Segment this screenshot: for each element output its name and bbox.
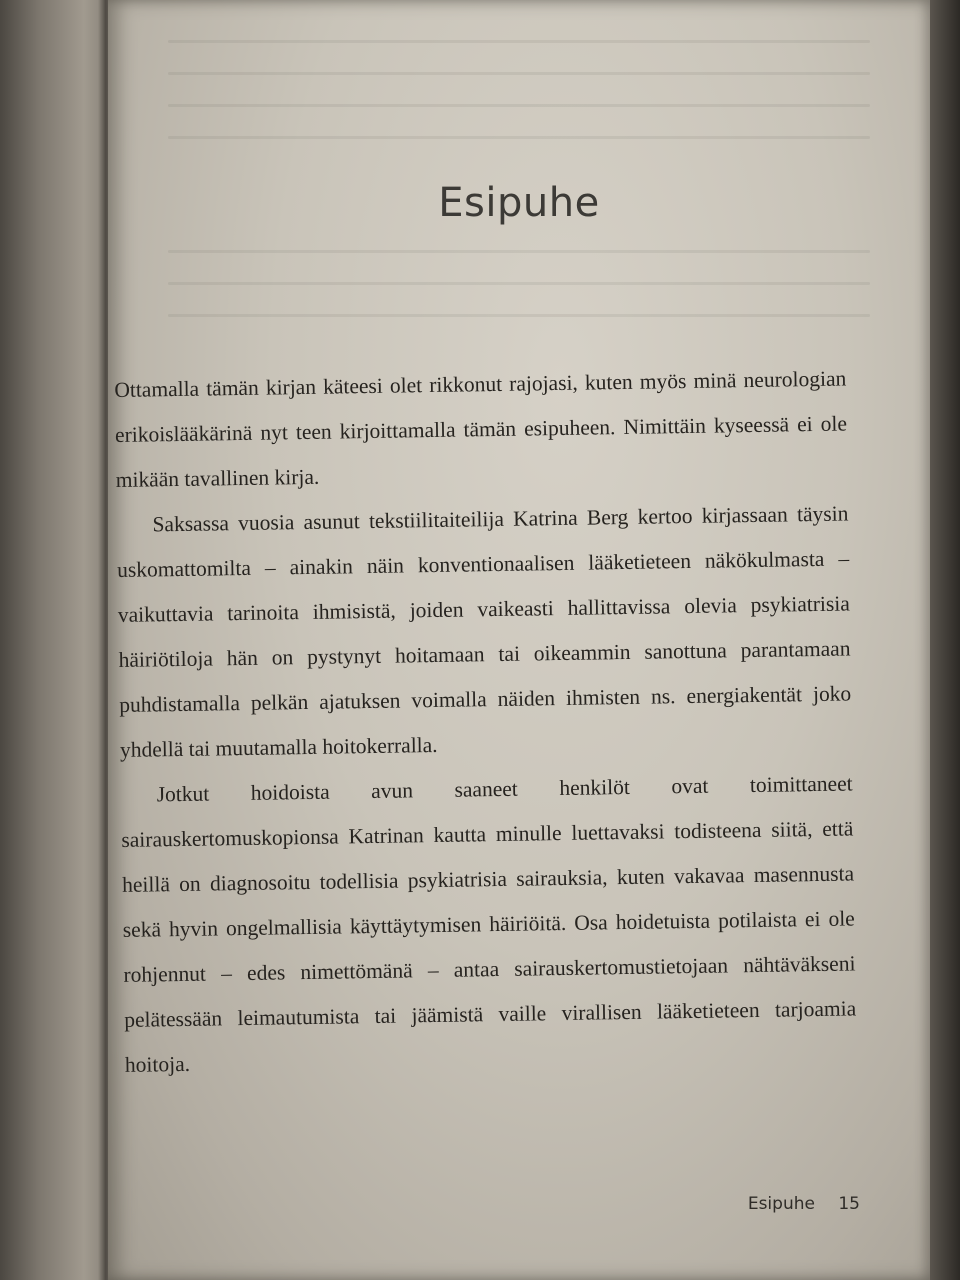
paragraph: Ottamalla tämän kirjan käteesi olet rikkonut rajojasi, kuten myös minä neurologian erikoislääkärinä nyt teen kirjoittamalla tämän esipuheen. Nimittäin kyseessä ei ole mikään tavallinen kirja.: [114, 366, 848, 492]
show-through-line: [168, 104, 870, 107]
show-through-line: [168, 136, 870, 139]
body-text: [114, 357, 857, 1088]
show-through-line: [168, 40, 870, 43]
show-through-line: [168, 314, 870, 317]
paragraph: Saksassa vuosia asunut tekstiilitaiteilija Katrina Berg kertoo kirjassaan täysin uskomattomilta – ainakin näin konventionaalisen lääketieteen näkökulmasta – vaikuttavia tarinoita ihmisistä, joiden vaikeasti hallittavissa olevia psykiatrisia häiriötiloja hän on pystynyt hoitamaan tai oikeammin sanottuna parantamaan puhdistamalla pelkän ajatuksen voimalla näiden ihmisten ns. energiakentät joko yhdellä tai muutamalla hoitokerralla.: [116, 501, 852, 762]
show-through-line: [168, 250, 870, 253]
page-footer: [748, 1194, 860, 1214]
page-number: 15: [838, 1194, 860, 1214]
book-page: [108, 0, 930, 1280]
paragraph: Jotkut hoidoista avun saaneet henkilöt ovat toimittaneet sairauskertomuskopionsa Katrinan kautta minulle luettavaksi todisteena siitä, että heillä on diagnosoitu todellisia psykiatrisia sairauksia, kuten vakavaa masennusta sekä hyvin ongelmallisia käyttäytymisen häiriöitä. Osa hoidetuista potilaista ei ole rohjennut – edes nimettömänä – antaa sairauskertomustietojaan nähtäväkseni pelätessään leimautumista tai jäämistä vaille virallisen lääketieteen tarjoamia hoitoja.: [121, 771, 857, 1077]
background-surface-right: [930, 0, 960, 1280]
running-title: Esipuhe: [747, 1194, 815, 1214]
show-through-line: [168, 282, 870, 285]
show-through-line: [168, 72, 870, 75]
previous-page-edge: [0, 0, 112, 1280]
chapter-title: Esipuhe: [438, 180, 600, 226]
